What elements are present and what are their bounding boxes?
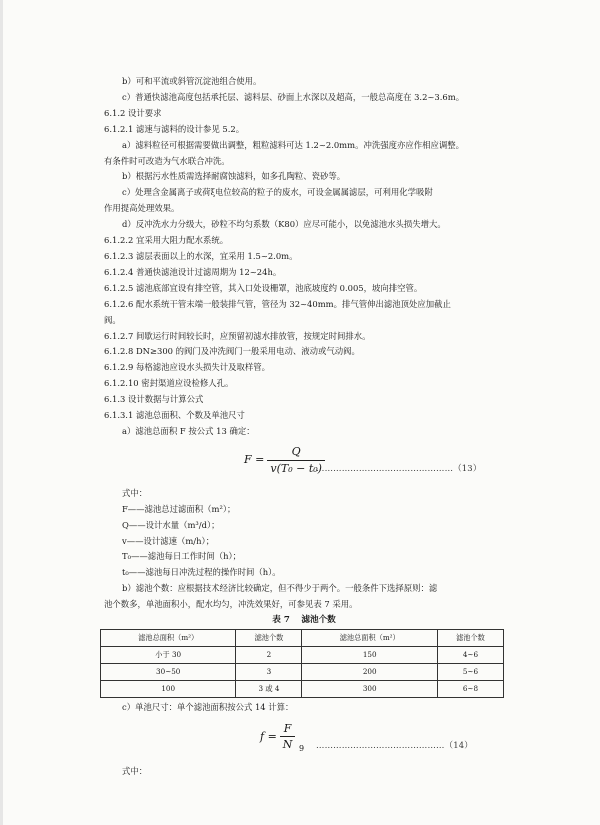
- clause-line: 6.1.2.9 每格滤池应设水头损失计及取样管。: [104, 362, 270, 373]
- formula-lhs: f =: [260, 729, 277, 743]
- where-label: 式中：: [122, 487, 148, 498]
- text-line: 池个数多，单池面积小，配水均匀，冲洗效果好，可参见表 7 采用。: [104, 599, 358, 610]
- page-number: 9: [298, 744, 305, 753]
- text-line: b）滤池个数：应根据技术经济比较确定，但不得少于两个。一般条件下选择原则：滤: [122, 583, 438, 594]
- clause-line: 6.1.2.7 间歇运行时间较长时，应预留初滤水排放管，按规定时间排水。: [104, 330, 371, 341]
- variable-definition: v——设计滤速（m/h）；: [122, 535, 215, 546]
- table-title: 表 7 滤池个数: [272, 615, 336, 626]
- clause-line: 6.1.2.2 宜采用大阻力配水系统。: [104, 235, 229, 246]
- formula-number-leader: …………………………………………（13）: [316, 462, 482, 473]
- section-heading: 6.1.3 设计数据与计算公式: [104, 394, 204, 405]
- clause-line: 6.1.2.5 滤池底部宜设有排空管，其入口处设栅罩，池底坡度约 0.005，坡向排空管。: [104, 282, 423, 293]
- formula-13: [104, 442, 504, 482]
- text-line: d）反冲洗水力分级大，砂粒不均匀系数（K80）应尽可能小，以免滤池水头损失增大。: [122, 219, 446, 230]
- filter-count-table: [100, 629, 504, 698]
- text-line: 阀。: [104, 314, 121, 325]
- table-header-cell: 滤池总面积（m²）: [101, 630, 236, 647]
- table-row: [101, 680, 504, 697]
- clause-heading: 6.1.2.1 滤速与滤料的设计参见 5.2。: [104, 123, 245, 134]
- formula-numerator: F: [283, 721, 292, 735]
- clause-line: 6.1.2.6 配水系统干管末端一般装排气管，管径为 32~40mm。排气管伸出滤池顶处应加截止: [104, 298, 451, 309]
- table-header-row: [101, 630, 504, 647]
- formula-number-leader: ………………………………………（14）: [316, 739, 473, 750]
- page-body: [104, 74, 504, 779]
- table-cell: 200: [302, 663, 437, 680]
- table-cell: 小于 30: [101, 646, 236, 663]
- formula-numerator: Q: [291, 444, 301, 458]
- text-line: 有条件时可改造为气水联合冲洗。: [104, 155, 230, 166]
- clause-heading: 6.1.3.1 滤池总面积、个数及单池尺寸: [104, 410, 245, 421]
- table-cell: 2: [236, 646, 302, 663]
- text-line: b）根据污水性质需选择耐腐蚀滤料，如多孔陶粒、瓷砂等。: [122, 171, 346, 182]
- text-line: c）普通快滤池高度包括承托层、滤料层、砂面上水深以及超高，一般总高度在 3.2~3.6m。: [122, 91, 465, 102]
- clause-line: 6.1.2.3 滤层表面以上的水深，宜采用 1.5~2.0m。: [104, 250, 298, 261]
- table-cell: 6~8: [437, 680, 503, 697]
- clause-line: 6.1.2.10 密封渠道应设检修人孔。: [104, 378, 234, 389]
- section-heading: 6.1.2 设计要求: [104, 107, 162, 118]
- table-cell: 300: [302, 680, 437, 697]
- text-line: c）处理含金属离子或荷ξ电位较高的粒子的废水，可设金属属滤层，可利用化学吸附: [122, 187, 433, 198]
- table-cell: 150: [302, 646, 437, 663]
- table-header-cell: 滤池个数: [437, 630, 503, 647]
- table-header-cell: 滤池总面积（m²）: [302, 630, 437, 647]
- table-row: [101, 663, 504, 680]
- clause-line: 6.1.2.8 DN≥300 的阀门及冲洗阀门一般采用电动、液动或气动阀。: [104, 346, 360, 357]
- formula-denominator: N: [280, 736, 296, 753]
- clause-line: 6.1.2.4 普通快滤池设计过滤周期为 12~24h。: [104, 266, 282, 277]
- variable-definition: F——滤池总过滤面积（m²）；: [122, 503, 236, 514]
- text-line: c）单池尺寸：单个滤池面积按公式 14 计算：: [122, 701, 294, 712]
- text-line: a）滤料粒径可根据需要做出调整，粗粒滤料可达 1.2~2.0mm。冲洗强度亦应作相应调整。: [122, 139, 464, 150]
- formula-13-expression: [244, 444, 325, 477]
- table-cell: 3 或 4: [236, 680, 302, 697]
- table-header-cell: 滤池个数: [236, 630, 302, 647]
- table-cell: 30~50: [101, 663, 236, 680]
- text-line: b）可和平流或斜管沉淀池组合使用。: [122, 76, 262, 86]
- text-line: 作用提高处理效果。: [104, 203, 180, 214]
- table-cell: 4~6: [437, 646, 503, 663]
- formula-lhs: F =: [244, 453, 265, 467]
- table-cell: 3: [236, 663, 302, 680]
- variable-definition: T₀——滤池每日工作时间（h）；: [122, 551, 242, 562]
- table-row: [101, 646, 504, 663]
- formula-denominator: v(T₀ − t₀): [267, 460, 325, 477]
- table-cell: 100: [101, 680, 236, 697]
- variable-definition: Q——设计水量（m³/d）；: [122, 519, 220, 530]
- table-cell: 5~6: [437, 663, 503, 680]
- where-label: 式中：: [122, 765, 148, 776]
- text-line: a）滤池总面积 F 按公式 13 确定：: [122, 425, 255, 436]
- variable-definition: t₀——滤池每日冲洗过程的操作时间（h）。: [122, 567, 281, 578]
